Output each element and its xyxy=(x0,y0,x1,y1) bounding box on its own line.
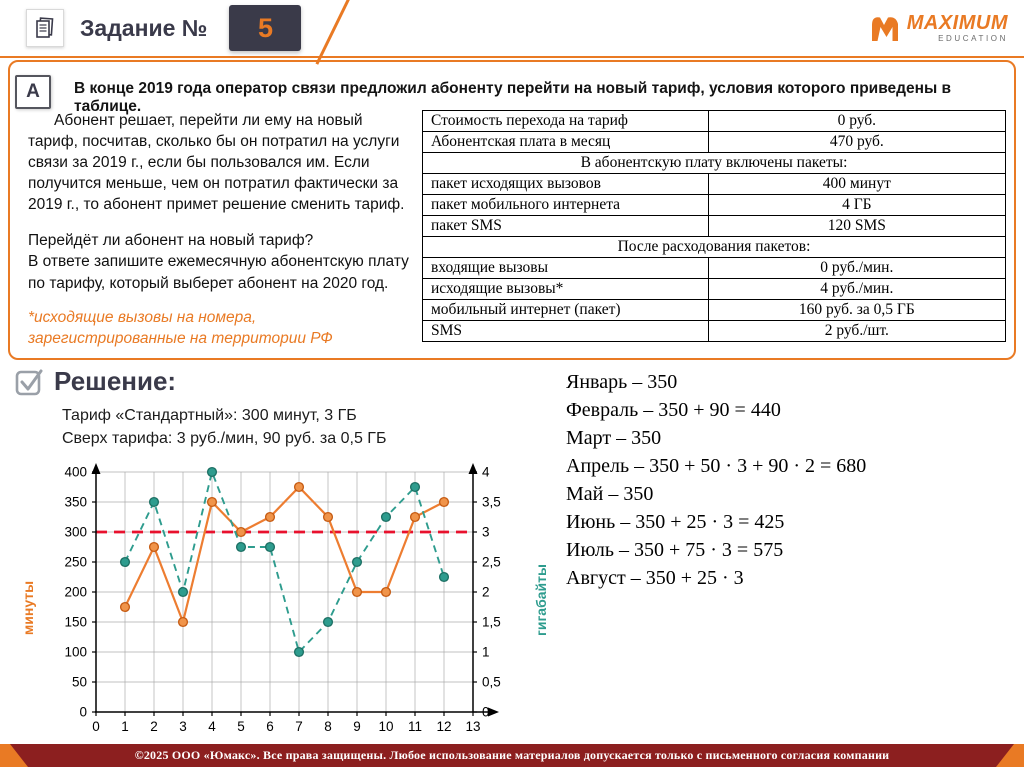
logo-text xyxy=(907,13,1008,43)
table-row xyxy=(423,174,1006,195)
svg-text:0: 0 xyxy=(482,704,490,720)
table-row xyxy=(423,132,1006,153)
svg-text:1: 1 xyxy=(121,719,129,734)
task-number-badge: 5 xyxy=(229,5,301,51)
series-marker xyxy=(440,573,449,582)
decorative-diagonal xyxy=(315,0,351,65)
series-marker xyxy=(382,513,391,522)
svg-text:8: 8 xyxy=(324,719,332,734)
table-row xyxy=(423,195,1006,216)
series-marker xyxy=(179,618,188,627)
task-instruction: В ответе запишите ежемесячную абонентскую плату по тарифу, который выберет абонент на 2020 год. xyxy=(28,253,409,292)
series-marker xyxy=(324,618,333,627)
table-row xyxy=(423,258,1006,279)
svg-text:0,5: 0,5 xyxy=(482,674,501,690)
table-cell-label: мобильный интернет (пакет) xyxy=(423,300,709,321)
series-marker xyxy=(179,588,188,597)
series-marker xyxy=(440,498,449,507)
svg-text:5: 5 xyxy=(237,719,245,734)
calculation-line: Июль – 350 + 75 · 3 = 575 xyxy=(566,539,784,561)
task-text xyxy=(20,110,422,349)
svg-text:11: 11 xyxy=(407,719,423,734)
table-row xyxy=(423,279,1006,300)
series-marker xyxy=(324,513,333,522)
solution-title: Решение: xyxy=(54,366,177,396)
table-cell-value: 470 руб. xyxy=(708,132,1005,153)
svg-text:1: 1 xyxy=(482,644,490,660)
footer xyxy=(0,744,1024,767)
svg-text:300: 300 xyxy=(64,524,87,540)
series-marker xyxy=(353,588,362,597)
series-marker xyxy=(411,483,420,492)
svg-text:0: 0 xyxy=(92,719,100,734)
svg-text:200: 200 xyxy=(64,584,87,600)
svg-text:13: 13 xyxy=(465,719,481,734)
svg-text:4: 4 xyxy=(482,464,490,480)
series-marker xyxy=(237,528,246,537)
svg-text:7: 7 xyxy=(295,719,303,734)
table-cell-label: входящие вызовы xyxy=(423,258,709,279)
series-marker xyxy=(266,513,275,522)
right-axis-title: гигабайты xyxy=(533,564,549,636)
usage-chart xyxy=(18,460,563,752)
table-cell-label: пакет SMS xyxy=(423,216,709,237)
table-section-header: В абонентскую плату включены пакеты: xyxy=(423,153,1006,174)
logo-subtitle: EDUCATION xyxy=(938,34,1008,43)
svg-text:6: 6 xyxy=(266,719,274,734)
series-marker xyxy=(208,498,217,507)
svg-text:0: 0 xyxy=(79,704,87,720)
series-marker xyxy=(353,558,362,567)
task-intro: В конце 2019 года оператор связи предложил абоненту перейти на новый тариф, условия которого приведены в таблице. xyxy=(74,80,952,115)
table-row xyxy=(423,321,1006,342)
series-marker xyxy=(382,588,391,597)
calculation-line: Июнь – 350 + 25 · 3 = 425 xyxy=(566,511,785,533)
copyright-text: ©2025 ООО «Юмакс». Все права защищены. Любое использование материалов допускается только с письменного согласия компании xyxy=(134,748,890,762)
table-cell-label: пакет мобильного интернета xyxy=(423,195,709,216)
month-calculations xyxy=(566,368,1006,592)
maximum-logo-icon xyxy=(869,14,901,42)
svg-text:150: 150 xyxy=(64,614,87,630)
svg-text:50: 50 xyxy=(71,674,87,690)
table-row xyxy=(423,111,1006,132)
table-cell-value: 4 ГБ xyxy=(708,195,1005,216)
series-marker xyxy=(121,603,130,612)
logo-wordmark: MAXIMUM xyxy=(906,12,1008,34)
table-cell-value: 120 SMS xyxy=(708,216,1005,237)
table-row xyxy=(423,153,1006,174)
checkbox-icon xyxy=(14,367,44,397)
series-marker xyxy=(150,543,159,552)
table-cell-value: 400 минут xyxy=(708,174,1005,195)
svg-text:350: 350 xyxy=(64,494,87,510)
documents-icon xyxy=(33,16,57,40)
table-cell-label: SMS xyxy=(423,321,709,342)
calculation-line: Март – 350 xyxy=(566,427,662,449)
maximum-logo xyxy=(869,13,1008,43)
svg-text:4: 4 xyxy=(208,719,216,734)
svg-text:12: 12 xyxy=(436,719,452,734)
series-marker xyxy=(295,483,304,492)
table-section-header: После расходования пакетов: xyxy=(423,237,1006,258)
svg-text:250: 250 xyxy=(64,554,87,570)
overage-note: Сверх тарифа: 3 руб./мин, 90 руб. за 0,5 ГБ xyxy=(62,430,387,448)
table-row xyxy=(423,216,1006,237)
table-cell-value: 0 руб. xyxy=(708,111,1005,132)
table-row xyxy=(423,237,1006,258)
svg-text:400: 400 xyxy=(64,464,87,480)
task-question: Перейдёт ли абонент на новый тариф? xyxy=(28,232,314,250)
table-cell-value: 4 руб./мин. xyxy=(708,279,1005,300)
series-marker xyxy=(295,648,304,657)
svg-text:3: 3 xyxy=(179,719,187,734)
calculation-line: Февраль – 350 + 90 = 440 xyxy=(566,399,781,421)
calculation-line: Апрель – 350 + 50 · 3 + 90 · 2 = 680 xyxy=(566,455,867,477)
page-title: Задание № xyxy=(80,14,208,41)
svg-text:2,5: 2,5 xyxy=(482,554,501,570)
calculation-line: Май – 350 xyxy=(566,483,654,505)
series-marker xyxy=(121,558,130,567)
svg-text:2: 2 xyxy=(482,584,490,600)
tariff-table xyxy=(422,110,1006,342)
svg-text:2: 2 xyxy=(150,719,158,734)
svg-text:3: 3 xyxy=(482,524,490,540)
svg-text:3,5: 3,5 xyxy=(482,494,501,510)
calculation-line: Январь – 350 xyxy=(566,371,678,393)
task-documents-icon xyxy=(26,9,64,47)
series-marker xyxy=(266,543,275,552)
series-marker xyxy=(411,513,420,522)
svg-text:1,5: 1,5 xyxy=(482,614,501,630)
series-marker xyxy=(208,468,217,477)
table-cell-label: исходящие вызовы* xyxy=(423,279,709,300)
table-cell-label: пакет исходящих вызовов xyxy=(423,174,709,195)
task-paragraph: Абонент решает, перейти ли ему на новый тариф, посчитав, сколько бы он потратил на услуги связи за 2019 г., если бы пользовался им. Если получится меньше, чем он потратил фактически за 2019 г., то абонент примет решение сменить тариф. xyxy=(28,112,405,214)
calculation-line: Август – 350 + 25 · 3 xyxy=(566,567,744,589)
left-axis-title: минуты xyxy=(20,580,36,636)
table-cell-value: 0 руб./мин. xyxy=(708,258,1005,279)
usage-chart-svg xyxy=(18,460,563,752)
svg-text:100: 100 xyxy=(64,644,87,660)
task-footnote: *исходящие вызовы на номера, зарегистрированные на территории РФ xyxy=(28,308,333,347)
series-marker xyxy=(237,543,246,552)
table-cell-label: Стоимость перехода на тариф xyxy=(423,111,709,132)
task-card xyxy=(8,60,1016,360)
series-marker xyxy=(150,498,159,507)
table-cell-label: Абонентская плата в месяц xyxy=(423,132,709,153)
svg-text:10: 10 xyxy=(378,719,394,734)
header xyxy=(0,0,1024,58)
table-cell-value: 2 руб./шт. xyxy=(708,321,1005,342)
table-row xyxy=(423,300,1006,321)
table-cell-value: 160 руб. за 0,5 ГБ xyxy=(708,300,1005,321)
svg-text:9: 9 xyxy=(353,719,361,734)
solution-notes xyxy=(62,404,386,450)
tariff-note: Тариф «Стандартный»: 300 минут, 3 ГБ xyxy=(62,407,357,424)
variant-badge: А xyxy=(15,75,51,109)
solution-header xyxy=(14,366,176,397)
task-body xyxy=(20,110,1008,349)
